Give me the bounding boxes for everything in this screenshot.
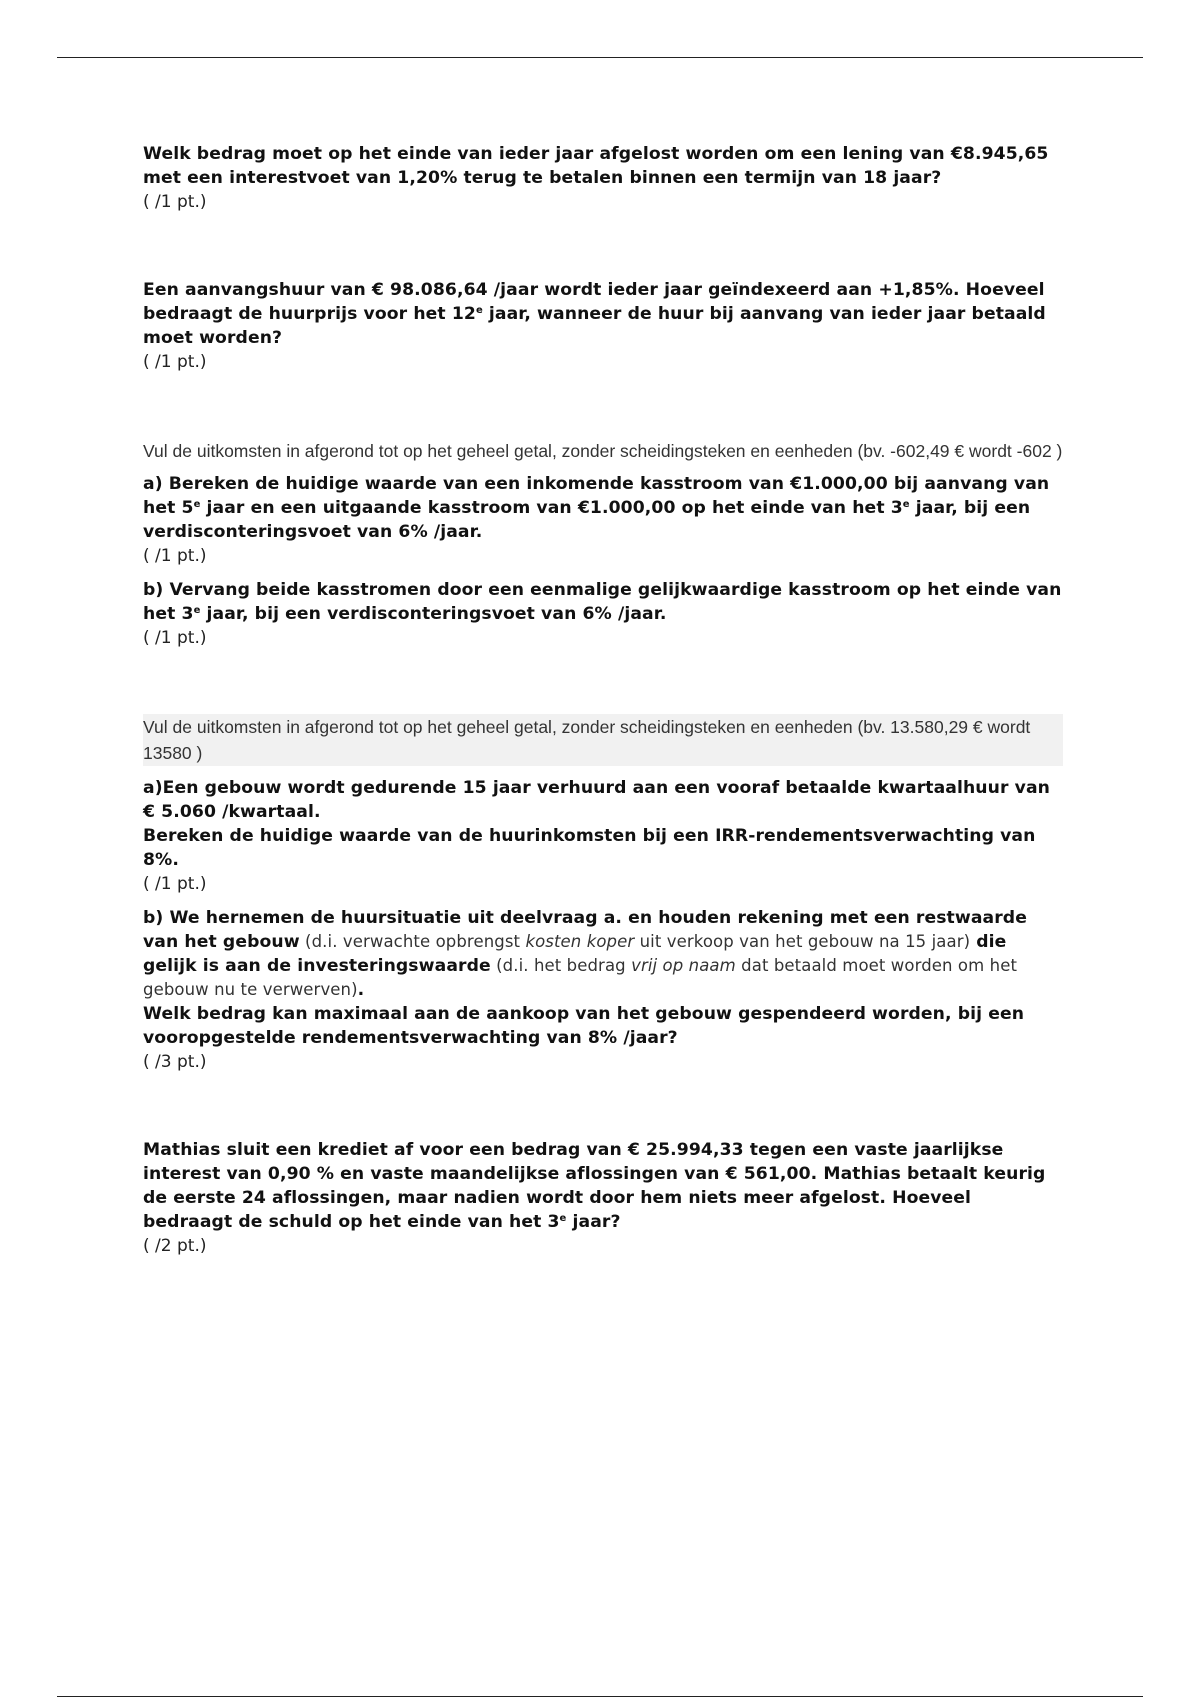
question-3a-points: ( /1 pt.) — [143, 546, 207, 566]
question-4b-part-5: die gelijk is aan de investeringswaarde — [143, 932, 1007, 976]
question-3b-points: ( /1 pt.) — [143, 628, 207, 648]
question-5 — [143, 1138, 1063, 1234]
question-4a-points: ( /1 pt.) — [143, 874, 207, 894]
bottom-rule — [57, 1696, 1143, 1697]
question-2 — [143, 278, 1063, 350]
question-3b — [143, 578, 1063, 626]
question-5-text-b: jaar? — [566, 1212, 621, 1232]
question-2-superscript: e — [475, 305, 483, 316]
question-3a-text-2: jaar en een uitgaande kasstroom van €1.000,00 op het einde van het 3 — [200, 498, 903, 518]
question-4b-line-2: Welk bedrag kan maximaal aan de aankoop van het gebouw gespendeerd worden, bij een vooropgestelde rendementsverwachting van 8% /jaar? — [143, 1004, 1025, 1048]
question-1-points: ( /1 pt.) — [143, 192, 207, 212]
question-3b-sup-1: e — [193, 605, 201, 616]
question-3a-sup-2: e — [902, 499, 910, 510]
question-3a-text-3: jaar, bij een verdisconteringsvoet van 6% /jaar. — [143, 498, 1031, 542]
rounding-instruction-1: Vul de uitkomsten in afgerond tot op het geheel getal, zonder scheidingsteken en eenheden (bv. -602,49 € wordt -602 ) — [143, 441, 1063, 461]
question-4b-part-3: kosten koper — [525, 932, 635, 951]
question-4b-part-2: (d.i. verwachte opbrengst — [299, 932, 526, 951]
top-rule — [57, 57, 1143, 58]
question-3a-sup-1: e — [193, 499, 201, 510]
question-4b-part-6: (d.i. het bedrag — [490, 956, 632, 975]
question-4b-part-7: vrij op naam — [631, 956, 736, 975]
document-body — [143, 142, 1063, 1258]
question-2-text-a: Een aanvangshuur van € 98.086,64 /jaar wordt ieder jaar geïndexeerd aan +1,85%. Hoeveel bedraagt de huurprijs voor het 12 — [143, 280, 1045, 324]
question-4b-part-1: b) We hernemen de huursituatie uit deelvraag a. en houden rekening met een restwaarde van het gebouw — [143, 908, 1027, 952]
question-5-points: ( /2 pt.) — [143, 1236, 207, 1256]
question-5-text-a: Mathias sluit een krediet af voor een bedrag van € 25.994,33 tegen een vaste jaarlijkse interest van 0,90 % en vaste maandelijkse aflossingen van € 561,00. Mathias betaalt keurig de eerste 24 aflossingen, maar nadien wordt door hem niets meer afgelost. Hoeveel bedraagt de schuld op het einde van het 3 — [143, 1140, 1046, 1232]
question-1: Welk bedrag moet op het einde van ieder jaar afgelost worden om een lening van €8.945,65 met een interestvoet van 1,20% terug te betalen binnen een termijn van 18 jaar? — [143, 144, 1049, 188]
question-4b-part-9: . — [357, 980, 365, 1000]
question-4a-line-1: a)Een gebouw wordt gedurende 15 jaar verhuurd aan een vooraf betaalde kwartaalhuur van € 5.060 /kwartaal. — [143, 778, 1050, 822]
rounding-instruction-2: Vul de uitkomsten in afgerond tot op het geheel getal, zonder scheidingsteken en eenheden (bv. 13.580,29 € wordt 13580 ) — [143, 714, 1063, 766]
question-4a-line-2: Bereken de huidige waarde van de huurinkomsten bij een IRR-rendementsverwachting van 8%. — [143, 826, 1036, 870]
question-3b-text-1: b) Vervang beide kasstromen door een eenmalige gelijkwaardige kasstroom op het einde van het 3 — [143, 580, 1062, 624]
question-4b-part-8: dat betaald moet worden om het gebouw nu te verwerven) — [143, 956, 1018, 999]
question-2-points: ( /1 pt.) — [143, 352, 207, 372]
question-5-superscript: e — [559, 1213, 567, 1224]
question-4b — [143, 906, 1063, 1002]
question-2-text-b: jaar, wanneer de huur bij aanvang van ieder jaar betaald moet worden? — [143, 304, 1046, 348]
question-3b-text-2: jaar, bij een verdisconteringsvoet van 6% /jaar. — [200, 604, 667, 624]
question-3a-text-1: a) Bereken de huidige waarde van een inkomende kasstroom van €1.000,00 bij aanvang van het 5 — [143, 474, 1050, 518]
question-3a — [143, 472, 1063, 544]
question-4b-part-4: uit verkoop van het gebouw na 15 jaar) — [634, 932, 971, 951]
question-4b-points: ( /3 pt.) — [143, 1052, 207, 1072]
